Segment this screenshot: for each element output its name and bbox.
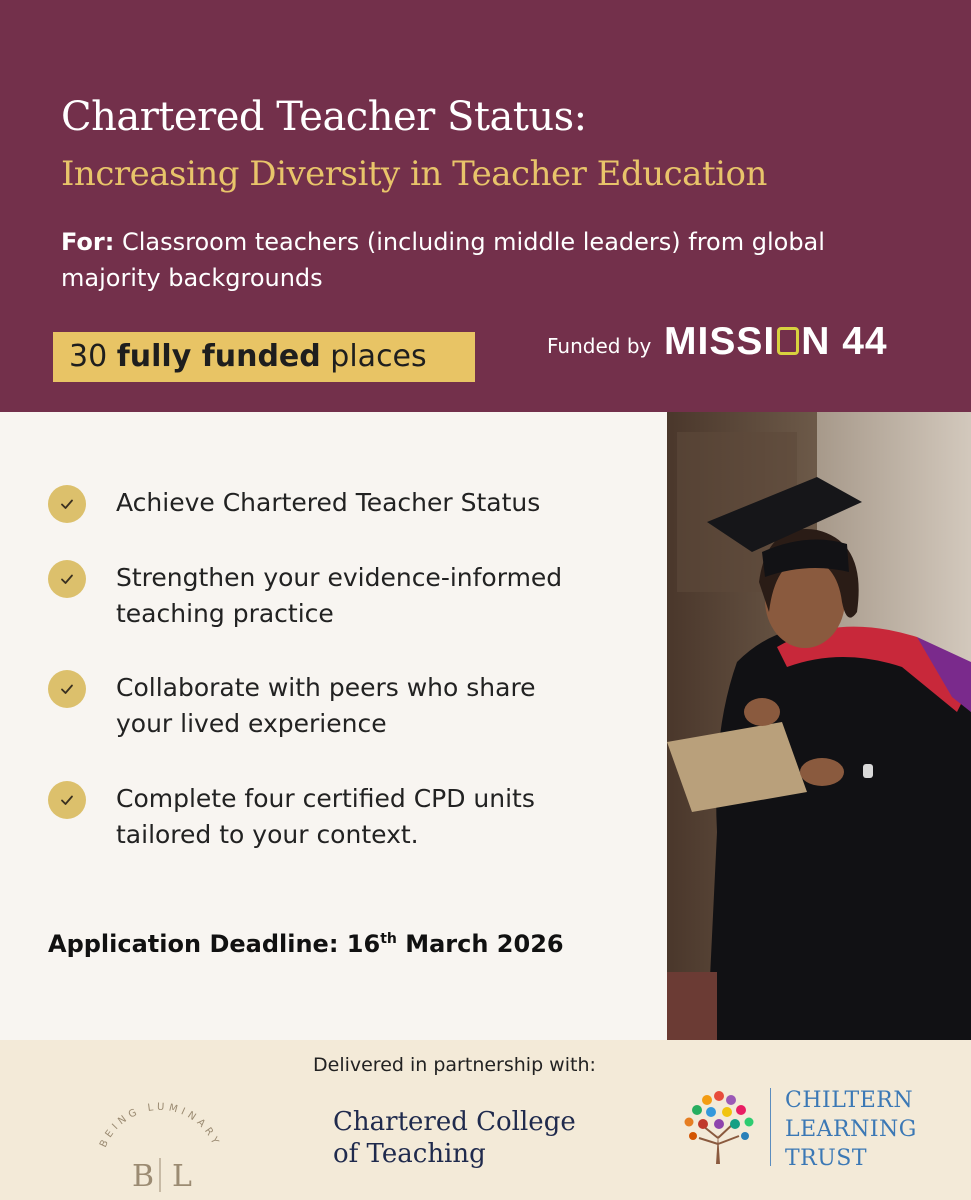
benefit-item bbox=[48, 670, 648, 742]
benefit-text: Complete four certified CPD units tailored to your context. bbox=[116, 784, 535, 849]
chiltern-learning-trust-logo bbox=[785, 1086, 917, 1173]
chiltern-tree-icon bbox=[681, 1086, 757, 1166]
chartered-college-logo bbox=[333, 1106, 576, 1170]
graduate-photo bbox=[667, 412, 971, 1040]
being-luminary-arc-text: BEING LUMINARY bbox=[98, 1101, 222, 1150]
application-deadline bbox=[48, 930, 564, 958]
benefit-text: Collaborate with peers who share your lived experience bbox=[116, 673, 536, 738]
clt-line3: TRUST bbox=[785, 1146, 868, 1171]
mission44-text-start: MISSI bbox=[664, 320, 776, 363]
page-subtitle: Increasing Diversity in Teacher Education bbox=[61, 154, 767, 194]
chiltern-divider bbox=[770, 1088, 771, 1166]
bl-letter-b: B bbox=[132, 1159, 155, 1194]
funded-places-badge bbox=[53, 332, 475, 382]
benefit-item bbox=[48, 485, 648, 523]
funded-places-text bbox=[69, 338, 427, 376]
mission44-text-end: N 44 bbox=[801, 320, 888, 363]
header-band bbox=[0, 0, 971, 412]
clt-line1: CHILTERN bbox=[785, 1088, 914, 1113]
partners-footer bbox=[0, 1040, 971, 1200]
checkmark-icon bbox=[48, 485, 86, 523]
checkmark-icon bbox=[48, 781, 86, 819]
being-luminary-logo bbox=[80, 1068, 240, 1198]
ccot-line1: Chartered College bbox=[333, 1107, 576, 1137]
places-number: 30 bbox=[69, 339, 117, 374]
benefit-item bbox=[48, 781, 648, 853]
graduate-illustration bbox=[667, 412, 971, 1040]
audience-label: For: bbox=[61, 228, 115, 256]
mission44-logo bbox=[664, 320, 888, 364]
benefit-item bbox=[48, 560, 648, 632]
ccot-line2: of Teaching bbox=[333, 1139, 486, 1169]
clt-line2: LEARNING bbox=[785, 1117, 917, 1142]
places-bold: fully funded bbox=[116, 339, 321, 374]
audience-text bbox=[61, 224, 911, 296]
svg-text:BEING LUMINARY bbox=[98, 1102, 222, 1149]
bl-letter-l: L bbox=[172, 1159, 192, 1194]
benefit-text: Achieve Chartered Teacher Status bbox=[116, 488, 541, 517]
funded-by-label: Funded by bbox=[547, 334, 652, 358]
checkmark-icon bbox=[48, 560, 86, 598]
deadline-ordinal: th bbox=[380, 931, 397, 947]
mission44-o-mark bbox=[777, 327, 799, 355]
deadline-label: Application Deadline: 16 bbox=[48, 930, 381, 958]
benefit-text: Strengthen your evidence-informed teaching practice bbox=[116, 563, 563, 628]
places-suffix: places bbox=[320, 339, 427, 374]
deadline-date: March 2026 bbox=[396, 930, 564, 958]
page-title: Chartered Teacher Status: bbox=[61, 94, 587, 140]
audience-description: Classroom teachers (including middle leaders) from global majority backgrounds bbox=[61, 228, 825, 292]
partnership-label: Delivered in partnership with: bbox=[313, 1054, 596, 1076]
checkmark-icon bbox=[48, 670, 86, 708]
